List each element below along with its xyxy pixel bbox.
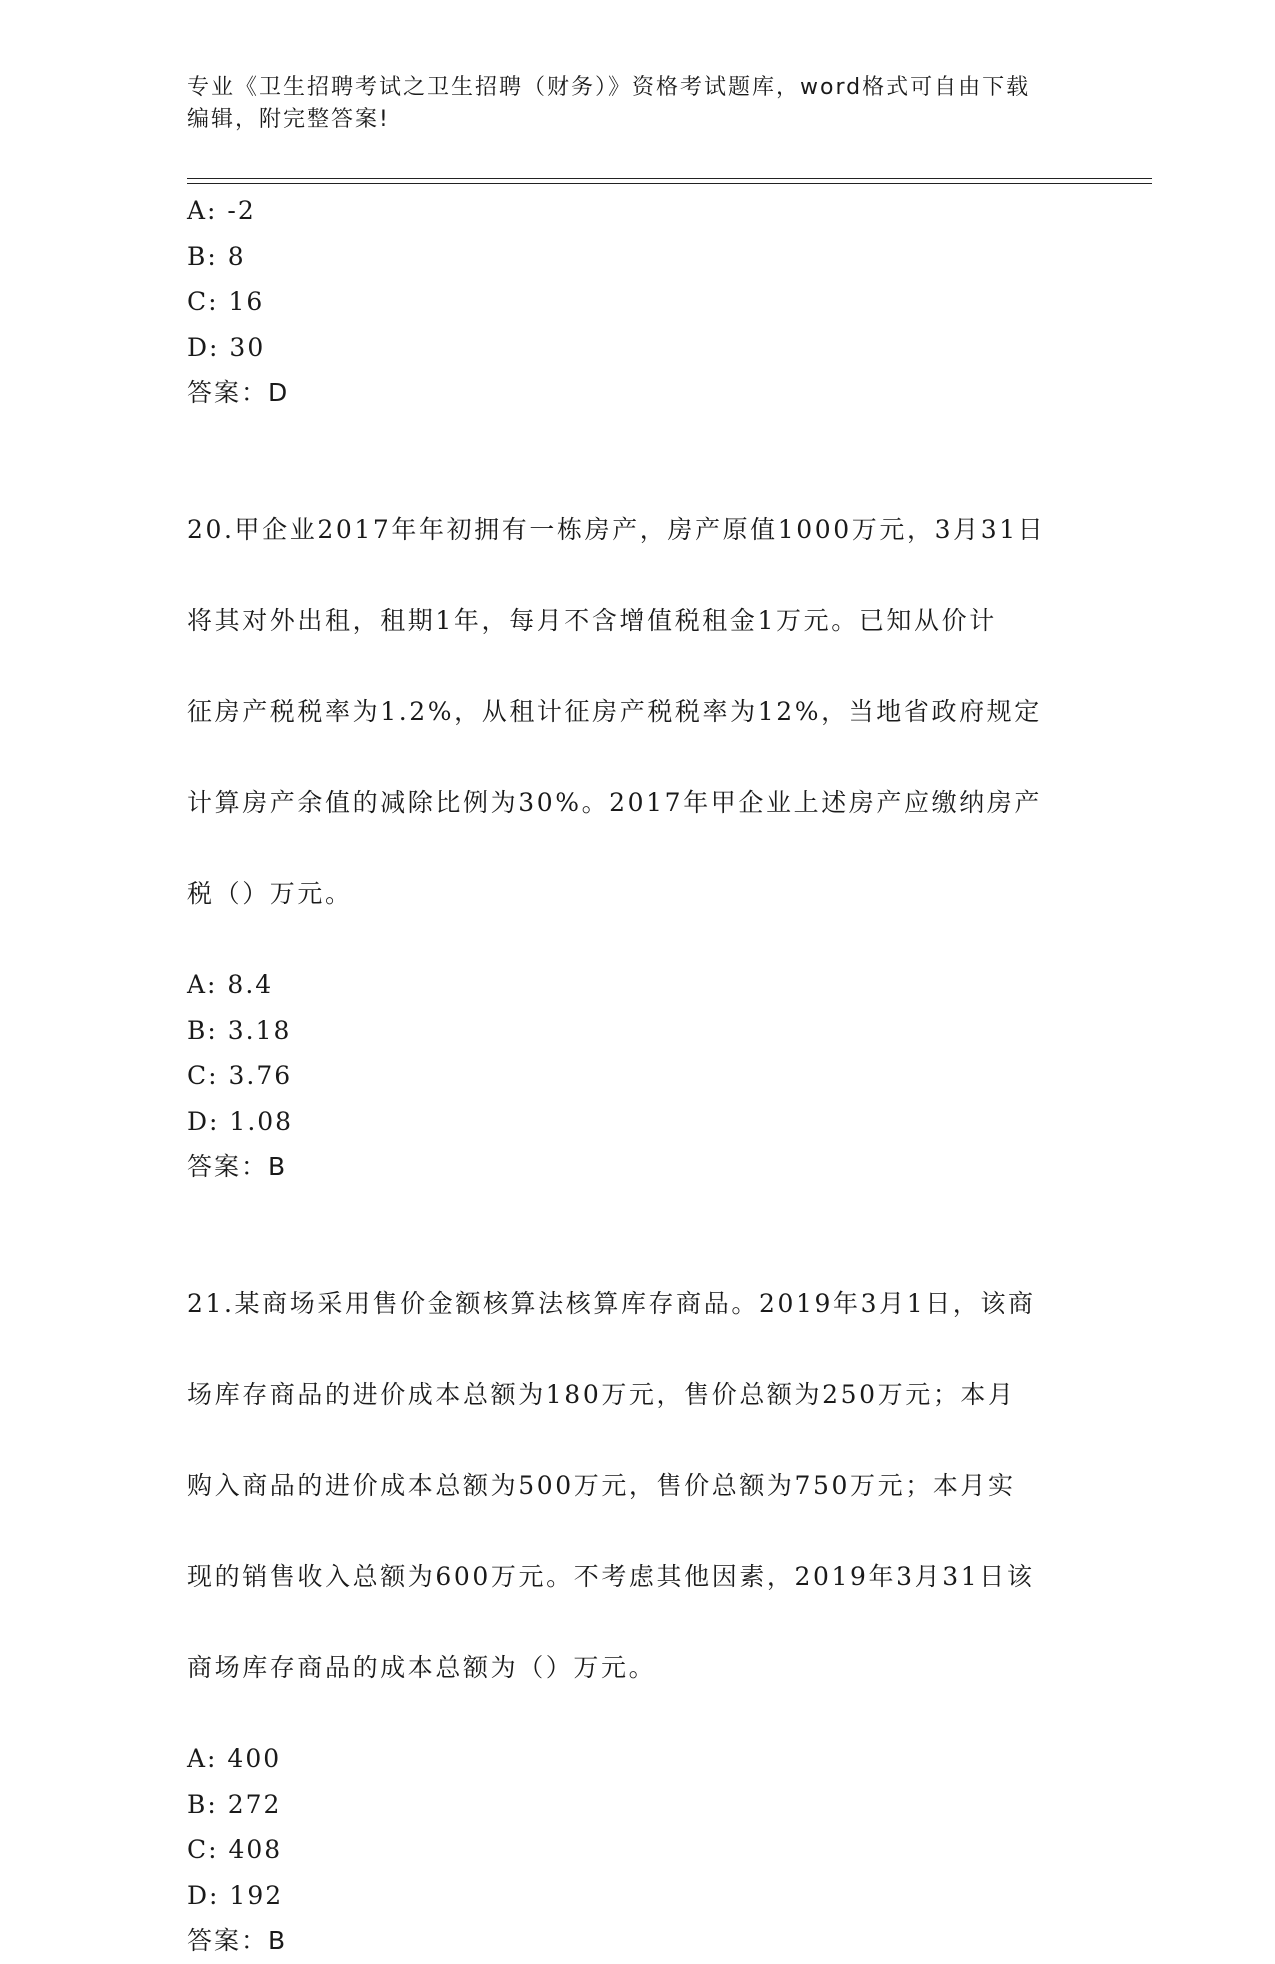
stem-line: 现的销售收入总额为600万元。不考虑其他因素，2019年3月31日该 bbox=[187, 1562, 1035, 1591]
answer-line: 答案：B bbox=[187, 1926, 288, 1955]
option-d: D: 1.08 bbox=[187, 1106, 294, 1136]
option-c: C: 408 bbox=[187, 1835, 283, 1864]
stem-line: 21.某商场采用售价金额核算法核算库存商品。2019年3月1日，该商 bbox=[187, 1289, 1036, 1318]
option-a: A: 400 bbox=[187, 1744, 282, 1773]
question-stem bbox=[187, 462, 1077, 963]
question-stem bbox=[187, 1236, 1077, 1737]
stem-line: 20.甲企业2017年年初拥有一栋房产，房产原值1000万元，3月31日 bbox=[187, 515, 1046, 544]
option-d: D: 192 bbox=[187, 1880, 284, 1910]
option-c: C: 3.76 bbox=[187, 1061, 293, 1090]
stem-line: 商场库存商品的成本总额为（）万元。 bbox=[187, 1653, 657, 1682]
answer-line: 答案：B bbox=[187, 1152, 288, 1181]
question-20 bbox=[187, 462, 1087, 1190]
option-d: D: 30 bbox=[187, 332, 266, 362]
spacer bbox=[187, 1190, 1087, 1236]
option-b: B: 3.18 bbox=[187, 1015, 292, 1045]
option-a: A: -2 bbox=[187, 196, 256, 225]
question-21 bbox=[187, 1236, 1087, 1964]
document-header bbox=[187, 72, 1087, 136]
question-list bbox=[187, 188, 1087, 1964]
header-divider-top bbox=[187, 178, 1152, 179]
answer-line: 答案：D bbox=[187, 378, 290, 407]
stem-line: 计算房产余值的减除比例为30%。2017年甲企业上述房产应缴纳房产 bbox=[187, 788, 1042, 817]
header-line-2: 编辑，附完整答案! bbox=[187, 107, 390, 132]
stem-line: 征房产税税率为1.2%，从租计征房产税税率为12%，当地省政府规定 bbox=[187, 697, 1042, 726]
option-b: B: 8 bbox=[187, 241, 246, 271]
header-divider-bottom bbox=[187, 183, 1152, 184]
option-c: C: 16 bbox=[187, 287, 265, 316]
stem-line: 购入商品的进价成本总额为500万元，售价总额为750万元；本月实 bbox=[187, 1471, 1016, 1500]
stem-line: 将其对外出租，租期1年，每月不含增值税租金1万元。已知从价计 bbox=[187, 606, 997, 635]
option-a: A: 8.4 bbox=[187, 970, 274, 999]
header-line-1: 专业《卫生招聘考试之卫生招聘（财务）》资格考试题库，word格式可自由下载 bbox=[187, 75, 1031, 100]
option-b: B: 272 bbox=[187, 1789, 282, 1819]
stem-line: 场库存商品的进价成本总额为180万元，售价总额为250万元；本月 bbox=[187, 1380, 1016, 1409]
stem-line: 税（）万元。 bbox=[187, 879, 353, 908]
spacer bbox=[187, 416, 1087, 462]
question-19 bbox=[187, 188, 1087, 416]
